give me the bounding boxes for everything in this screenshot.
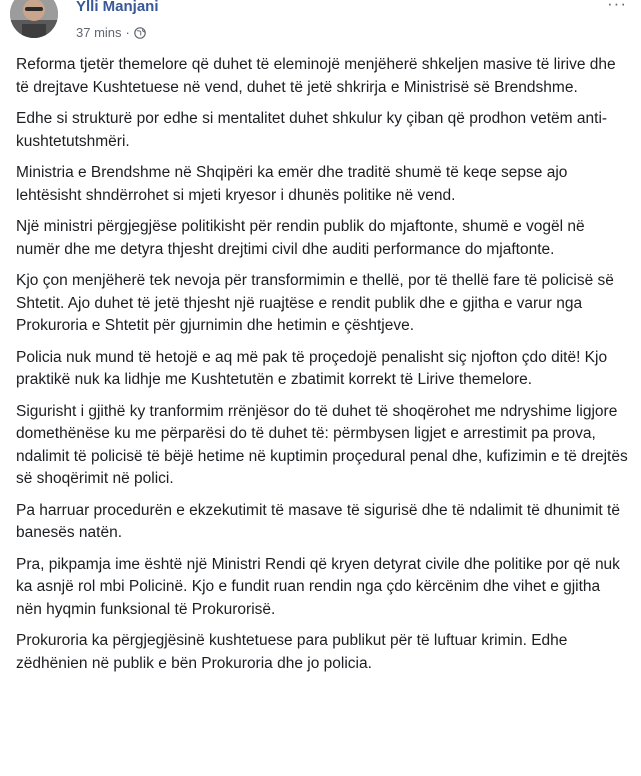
post-body [16,54,628,684]
post-timestamp[interactable]: 37 mins [76,25,122,40]
post-paragraph: Policia nuk mund të hetojë e aq më pak të proçedojë penalisht siç njofton çdo ditë! Kjo praktikë nuk ka lidhje me Kushtetutën e zbatimit korrekt të Lirive themelore. [16,348,608,388]
post-paragraph: Prokuroria ka përgjegjësinë kushtetuese para publikut për të luftuar krimin. Edhe zëdhënien në publik e bën Prokuroria dhe jo policia. [16,632,568,672]
post-paragraph: Pa harruar procedurën e ekzekutimit të masave të sigurisë dhe të ndalimit të dhunimit të banesës natën. [16,501,620,541]
author-avatar[interactable] [10,0,58,38]
author-name[interactable]: Ylli Manjani [76,0,159,15]
post-paragraph: Sigurisht i gjithë ky tranformim rrënjësor do të duhet të shoqërohet me ndryshime ligjore domethënëse ku me përparësi do të duhet të: përmbysen ligjet e arrestimit pa prova, ndalimit të policisë të bëjë hetime në kuptimin proçedural penal dhe, kufizimin e të drejtës së shoqërimit në polici. [16,402,628,487]
meta-separator: · [125,25,130,40]
post-meta [76,25,146,40]
post-paragraph: Edhe si strukturë por edhe si mentalitet duhet shkulur ky çiban që prodhon vetëm anti-kushtetutshmëri. [16,110,608,150]
post-paragraph: Një ministri përgjegjëse politikisht për rendin publik do mjaftonte, shumë e vogël në numër dhe me detyra thjesht drejtimi civil dhe auditi performance do mjaftonte. [16,218,585,258]
post-paragraph: Kjo çon menjëherë tek nevoja për transformimin e thellë, por të thellë fare të policisë së Shtetit. Ajo duhet të jetë thjesht një ruajtëse e rendit publik dhe e gjitha e varur nga Prokuroria e Shtetit për gjurnimin dhe hetimin e çështjeve. [16,272,614,334]
avatar-photo [10,0,58,38]
post-header [0,0,641,52]
globe-icon[interactable] [134,27,146,39]
more-options-icon[interactable]: ··· [607,0,627,13]
post-paragraph: Pra, pikpamja ime është një Ministri Rendi që kryen detyrat civile dhe politike por që nuk ka asnjë rol mbi Policinë. Kjo e fundit ruan rendin nga çdo kërcënim dhe vihet e gjitha nën hyqmin funksional të Prokurorisë. [16,555,620,618]
post-paragraph: Reforma tjetër themelore që duhet të eleminojë menjëherë shkeljen masive të lirive dhe të drejtave Kushtetuese në vend, duhet të jetë shkrirja e Ministrisë së Brendshme. [16,56,616,96]
post-paragraph: Ministria e Brendshme në Shqipëri ka emër dhe traditë shumë të keqe sepse ajo lehtësisht shndërrohet si mjeti kryesor i dhunës politike në vend. [16,164,568,204]
